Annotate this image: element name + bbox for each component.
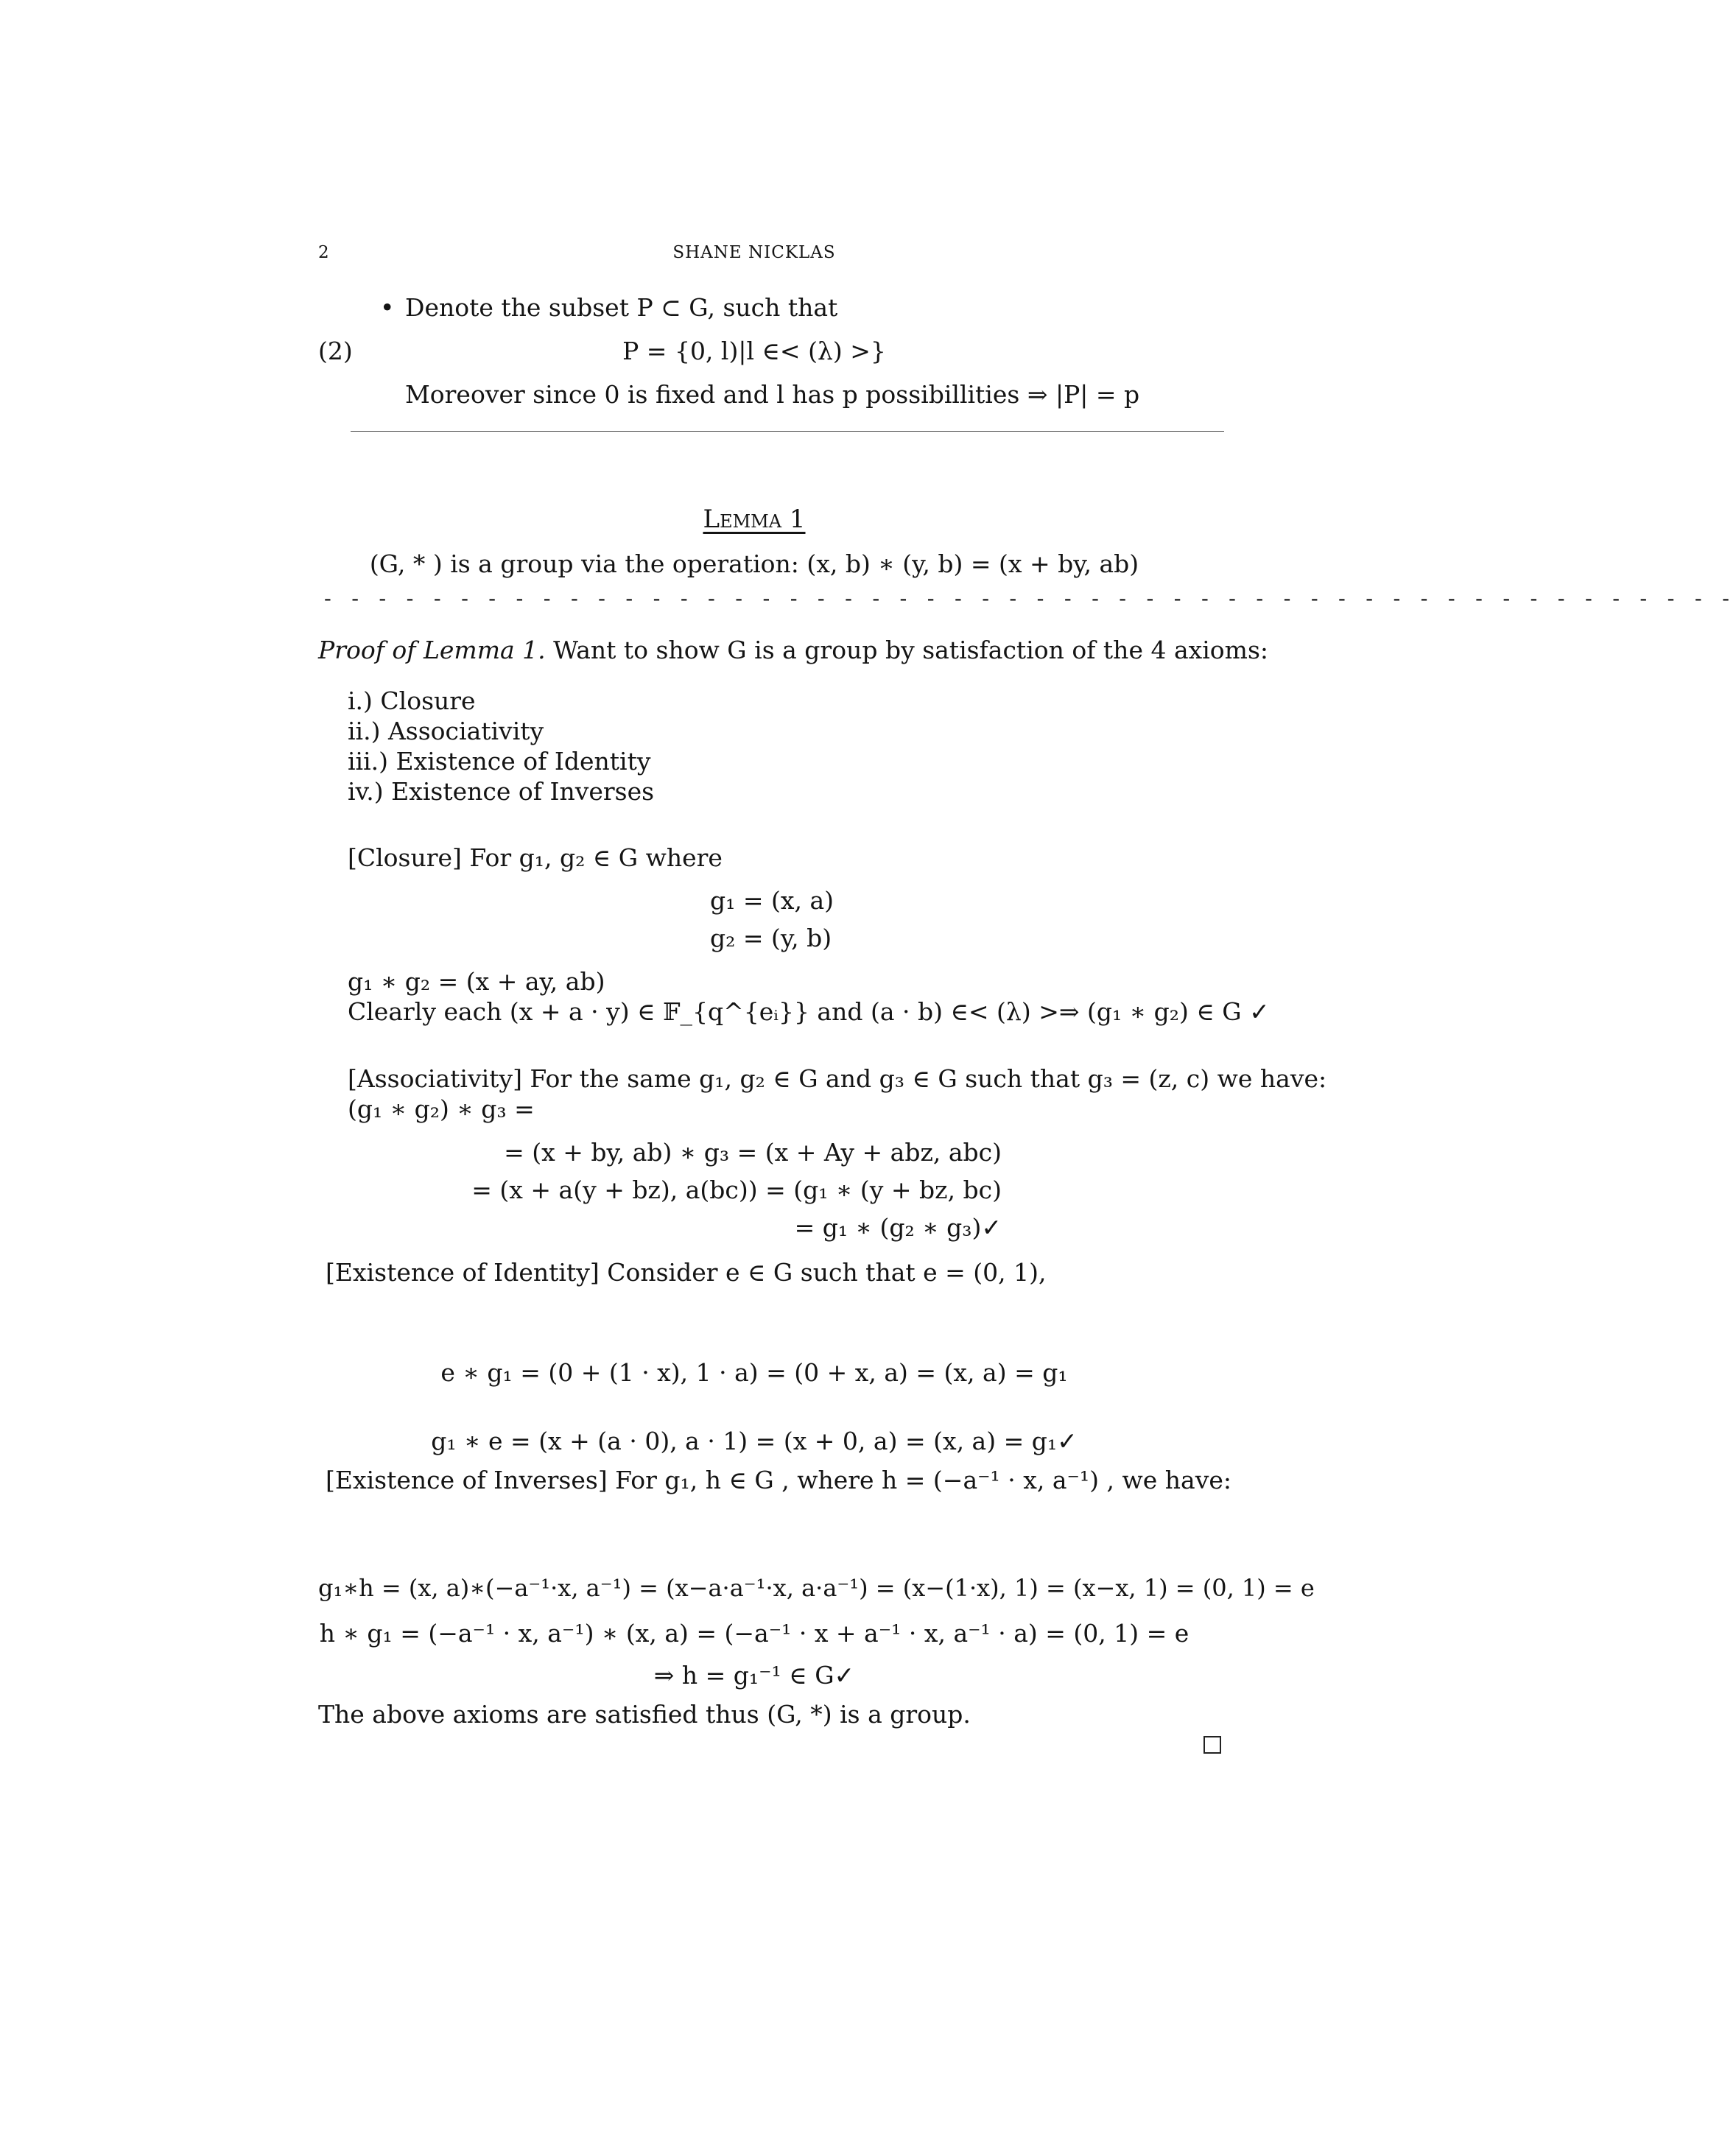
axiom-item: iv.) Existence of Inverses — [348, 777, 655, 806]
inverses-eq-3: ⇒ h = g₁⁻¹ ∈ G✓ — [653, 1661, 855, 1690]
horizontal-rule — [351, 431, 1224, 432]
associativity-eq-2: = (x + a(y + bz), a(bc)) = (g₁ ∗ (y + bz, bc) — [471, 1176, 1002, 1204]
associativity-eq-1: = (x + by, ab) ∗ g₃ = (x + Ay + abz, abc) — [504, 1138, 1002, 1167]
page-number: 2 — [318, 243, 330, 262]
running-header-author: SHANE NICKLAS — [672, 243, 836, 262]
proof-heading: Proof of Lemma 1. — [318, 636, 546, 664]
closure-eq-g2: g₂ = (y, b) — [710, 924, 832, 952]
axiom-item: ii.) Associativity — [348, 717, 544, 745]
axiom-item: iii.) Existence of Identity — [348, 747, 651, 776]
identity-intro: [Existence of Identity] Consider e ∈ G such that e = (0, 1), — [326, 1258, 1047, 1287]
equation-number: (2) — [318, 337, 353, 365]
inverses-eq-2: h ∗ g₁ = (−a⁻¹ · x, a⁻¹) ∗ (x, a) = (−a⁻¹ · x + a⁻¹ · x, a⁻¹ · a) = (0, 1) = e — [319, 1619, 1189, 1648]
associativity-intro: [Associativity] For the same g₁, g₂ ∈ G and g₃ ∈ G such that g₃ = (z, c) we have: — [348, 1064, 1327, 1093]
associativity-start: (g₁ ∗ g₂) ∗ g₃ = — [348, 1094, 535, 1123]
closure-conclusion: Clearly each (x + a · y) ∈ 𝔽_{q^{eᵢ}} and (a · b) ∈< (λ) >⇒ (g₁ ∗ g₂) ∈ G ✓ — [348, 997, 1270, 1026]
closure-eq-g1: g₁ = (x, a) — [710, 886, 834, 915]
bullet-text: Denote the subset P ⊂ G, such that — [405, 293, 838, 322]
lemma-title: Lemma 1 — [703, 505, 806, 534]
proof-intro: Want to show G is a group by satisfaction of the 4 axioms: — [553, 636, 1268, 664]
closure-intro: [Closure] For g₁, g₂ ∈ G where — [348, 843, 723, 872]
closure-product: g₁ ∗ g₂ = (x + ay, ab) — [348, 967, 605, 996]
axiom-item: i.) Closure — [348, 686, 476, 715]
lemma-statement: (G, * ) is a group via the operation: (x, b) ∗ (y, b) = (x + by, ab) — [369, 549, 1139, 578]
equation-p-set: P = {0, l)|l ∈< (λ) >} — [622, 337, 886, 365]
proof-paragraph — [318, 636, 1268, 665]
dashed-separator: - - - - - - - - - - - - - - - - - - - - - - - - - - - - - - - - - - - - - - - - - - - - - - - - - - - - — [324, 586, 1736, 611]
inverses-eq-1: g₁∗h = (x, a)∗(−a⁻¹·x, a⁻¹) = (x−a·a⁻¹·x, a·a⁻¹) = (x−(1·x), 1) = (x−x, 1) = (0, 1) = e — [318, 1574, 1315, 1602]
moreover-text: Moreover since 0 is fixed and l has p possibillities ⇒ |P| = p — [405, 380, 1140, 409]
identity-eq-2: g₁ ∗ e = (x + (a · 0), a · 1) = (x + 0, a) = (x, a) = g₁✓ — [431, 1427, 1078, 1455]
qed-square-icon — [1203, 1736, 1221, 1754]
identity-eq-1: e ∗ g₁ = (0 + (1 · x), 1 · a) = (0 + x, a) = (x, a) = g₁ — [440, 1358, 1068, 1387]
bullet-icon: • — [380, 293, 395, 322]
inverses-intro: [Existence of Inverses] For g₁, h ∈ G , where h = (−a⁻¹ · x, a⁻¹) , we have: — [326, 1466, 1231, 1494]
associativity-eq-3: = g₁ ∗ (g₂ ∗ g₃)✓ — [794, 1213, 1002, 1242]
proof-conclusion: The above axioms are satisfied thus (G, *) is a group. — [318, 1700, 971, 1729]
